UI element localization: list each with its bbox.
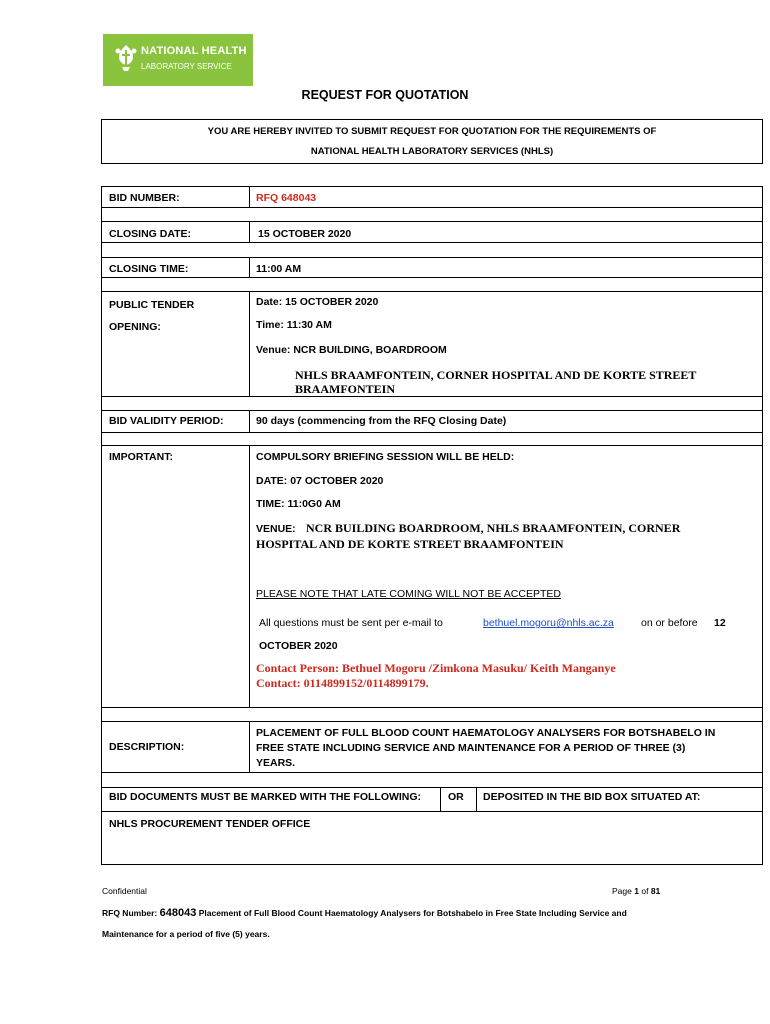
row-divider — [102, 257, 762, 258]
row-divider — [102, 445, 762, 446]
row-divider — [102, 221, 762, 222]
invitation-line-2: NATIONAL HEALTH LABORATORY SERVICES (NHLS) — [310, 146, 554, 157]
page-prefix: Page — [612, 886, 632, 896]
late-coming-note: PLEASE NOTE THAT LATE COMING WILL NOT BE ACCEPTED — [256, 588, 561, 600]
briefing-date: DATE: 07 OCTOBER 2020 — [256, 475, 384, 487]
description-line-3: YEARS. — [256, 757, 296, 769]
description-line-1: PLACEMENT OF FULL BLOOD COUNT HAEMATOLOGY ANALYSERS FOR BOTSHABELO IN — [256, 727, 716, 739]
closing-date-label: CLOSING DATE: — [109, 228, 192, 240]
confidential-label: Confidential — [102, 886, 147, 896]
row-divider — [102, 432, 762, 433]
questions-text: All questions must be sent per e-mail to — [259, 617, 443, 629]
briefing-notice: COMPULSORY BRIEFING SESSION WILL BE HELD: — [256, 451, 515, 463]
column-divider — [440, 787, 441, 811]
row-divider — [102, 207, 762, 208]
logo-line-2: LABORATORY SERVICE — [141, 62, 232, 71]
briefing-venue-line-2: HOSPITAL AND DE KORTE STREET BRAAMFONTEIN — [256, 537, 564, 551]
nhls-emblem-icon — [113, 43, 139, 73]
column-divider — [249, 410, 250, 432]
footer-rfq-label: RFQ Number: — [102, 908, 158, 918]
column-divider — [249, 291, 250, 396]
closing-time-value: 11:00 AM — [256, 263, 302, 275]
closing-date-value: 15 OCTOBER 2020 — [258, 228, 352, 240]
row-divider — [102, 291, 762, 292]
page-number — [612, 886, 660, 896]
opening-label: OPENING: — [109, 321, 161, 333]
footer-rfq-description: Placement of Full Blood Count Haematology Analysers for Botshabelo in Free State Including Service and — [198, 908, 627, 918]
bid-number-label: BID NUMBER: — [109, 192, 180, 204]
page-current: 1 — [634, 886, 639, 896]
tender-office: NHLS PROCUREMENT TENDER OFFICE — [109, 818, 311, 830]
nhls-logo — [103, 34, 253, 86]
bid-number-value: RFQ 648043 — [256, 192, 317, 204]
briefing-venue-line-1: NCR BUILDING BOARDROOM, NHLS BRAAMFONTEIN, CORNER — [306, 521, 681, 535]
validity-label: BID VALIDITY PERIOD: — [109, 415, 224, 427]
row-divider — [102, 410, 762, 411]
row-divider — [102, 772, 762, 773]
questions-deadline-day: 12 — [714, 617, 726, 629]
description-line-2: FREE STATE INCLUDING SERVICE AND MAINTENANCE FOR A PERIOD OF THREE (3) — [256, 742, 686, 754]
tender-time: Time: 11:30 AM — [256, 319, 332, 331]
column-divider — [249, 221, 250, 242]
questions-deadline-month: OCTOBER 2020 — [259, 640, 338, 652]
tender-venue: Venue: NCR BUILDING, BOARDROOM — [256, 344, 447, 356]
bid-docs-deposited: DEPOSITED IN THE BID BOX SITUATED AT: — [483, 791, 701, 803]
questions-deadline-text: on or before — [641, 617, 698, 629]
contact-persons: Contact Person: Bethuel Mogoru /Zimkona Masuku/ Keith Manganye — [256, 661, 616, 675]
briefing-time: TIME: 11:0G0 AM — [256, 498, 341, 510]
page-of: of — [641, 886, 649, 896]
row-divider — [102, 277, 762, 278]
public-tender-label: PUBLIC TENDER — [109, 299, 195, 311]
page-total: 81 — [650, 886, 661, 896]
footer-rfq-number: 648043 — [159, 907, 197, 919]
contact-email-link[interactable]: bethuel.mogoru@nhls.ac.za — [483, 617, 614, 629]
validity-value: 90 days (commencing from the RFQ Closing Date) — [256, 415, 507, 427]
page-title: REQUEST FOR QUOTATION — [301, 88, 469, 102]
invitation-line-1: YOU ARE HEREBY INVITED TO SUBMIT REQUEST FOR QUOTATION FOR THE REQUIREMENTS OF — [207, 126, 657, 137]
bid-docs-marked: BID DOCUMENTS MUST BE MARKED WITH THE FOLLOWING: — [109, 791, 422, 803]
briefing-venue-label: VENUE: — [256, 523, 296, 535]
invitation-box — [101, 119, 763, 164]
column-divider — [249, 721, 250, 772]
row-divider — [102, 787, 762, 788]
footer-rfq-line-2: Maintenance for a period of five (5) years. — [102, 929, 270, 939]
row-divider — [102, 242, 762, 243]
bid-docs-or: OR — [448, 791, 464, 803]
column-divider — [249, 445, 250, 707]
contact-numbers: Contact: 0114899152/0114899179. — [256, 676, 429, 690]
column-divider — [476, 787, 477, 811]
description-label: DESCRIPTION: — [109, 741, 185, 753]
row-divider — [102, 811, 762, 812]
row-divider — [102, 396, 762, 397]
tender-date: Date: 15 OCTOBER 2020 — [256, 296, 379, 308]
row-divider — [102, 707, 762, 708]
important-label: IMPORTANT: — [109, 451, 173, 463]
footer-rfq-line — [102, 907, 627, 919]
tender-address-line-2: BRAAMFONTEIN — [295, 382, 396, 396]
tender-address-line-1: NHLS BRAAMFONTEIN, CORNER HOSPITAL AND DE KORTE STREET — [295, 368, 697, 382]
row-divider — [102, 721, 762, 722]
column-divider — [249, 187, 250, 207]
bid-details-table — [101, 186, 763, 865]
column-divider — [249, 257, 250, 277]
logo-line-1: NATIONAL HEALTH — [141, 45, 247, 57]
closing-time-label: CLOSING TIME: — [109, 263, 189, 275]
